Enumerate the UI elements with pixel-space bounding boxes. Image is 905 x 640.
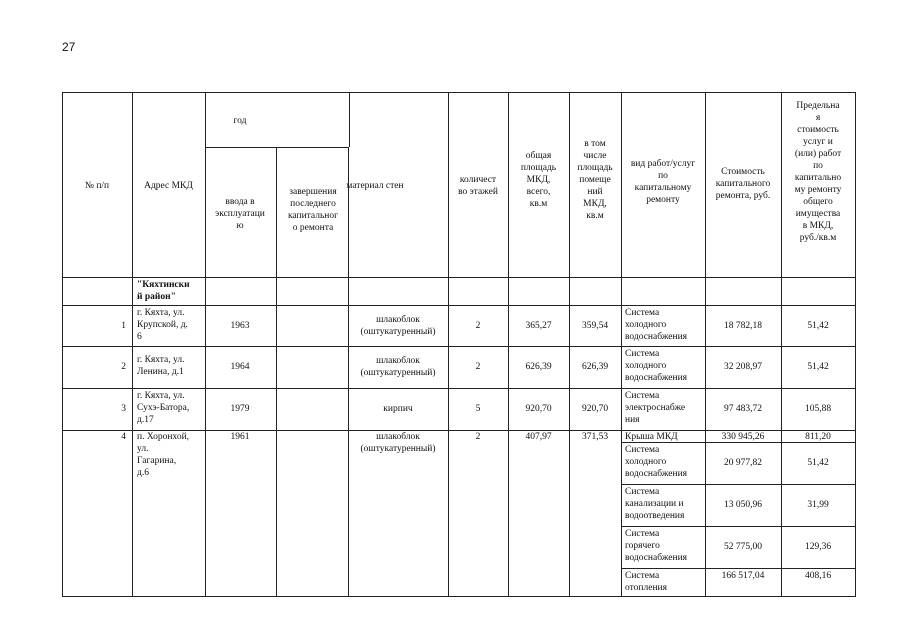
page-number: 27 (62, 40, 76, 54)
header-year-last-repair: завершения последнего капитальног о ремонта (287, 187, 339, 233)
district-name: "Кяхтински й район" (137, 280, 190, 302)
header-max-cost: Предельна я стоимость услуг и (или) работ по капитально му ремонту общего имущества в МКД, руб./кв.м (794, 101, 842, 243)
header-premises-area: в том числе площадь помеще ний МКД, кв.м (577, 139, 613, 221)
header-wall-material: материал стен (346, 181, 404, 191)
document-page: № п/п Адрес МКД год ввода в эксплуатаци ю завершения последнего капитальног о ремонта материал стен количест во этажей общая площадь МКД, всего, кв.м в том числе площадь помеще ний МКД, кв.м вид работ/услуг по капитальному ремонту Стоимость капитального ремонта, руб. Предельна я стоимость услуг и (или) работ по капитально му ремонту общего имущества в МКД, руб./кв.м "Кяхтински й район" 1 г. Кяхта, ул. Крупской, д. 6 1963 шлакоблок (оштукатуренный) 2 365,27 359,54 Система холодного водоснабжения 18 782,18 51,42 2 г. Кяхта, ул. Ленина, д.1 1964 шлакоблок (оштукатуренный) 2 626,39 626,39 Система холодного водоснабжения 32 208,97 51,42 3 г. Кяхта, ул. Сухэ-Батора, д.17 1979 кирпич 5 920,70 920,70 Система электроснабже ния 97 483,72 105,88 4 п. Хоронхой, ул. Гагарина, д.6 1961 шлакоблок (оштукатуренный) 2 407,97 371,53 Крыша МКД 330 945,26 811,20 Система холодного водоснабжения 20 977,82 51,42 Система канализации и водоотведения 13 050,96 31,99 Система горячего водоснабжения 52 775,00 129,36 Система отопления 166 517,04 408,16 (0, 0, 905, 640)
header-works: вид работ/услуг по капитальному ремонту (630, 159, 696, 205)
header-year-group: год (233, 116, 247, 126)
header-cost: Стоимость капитального ремонта, руб. (715, 167, 771, 201)
header-year-commission: ввода в эксплуатаци ю (215, 197, 265, 231)
header-total-area: общая площадь МКД, всего, кв.м (520, 151, 557, 209)
header-num: № п/п (84, 181, 110, 191)
header-floors: количест во этажей (458, 175, 498, 197)
header-address: Адрес МКД (144, 181, 193, 191)
